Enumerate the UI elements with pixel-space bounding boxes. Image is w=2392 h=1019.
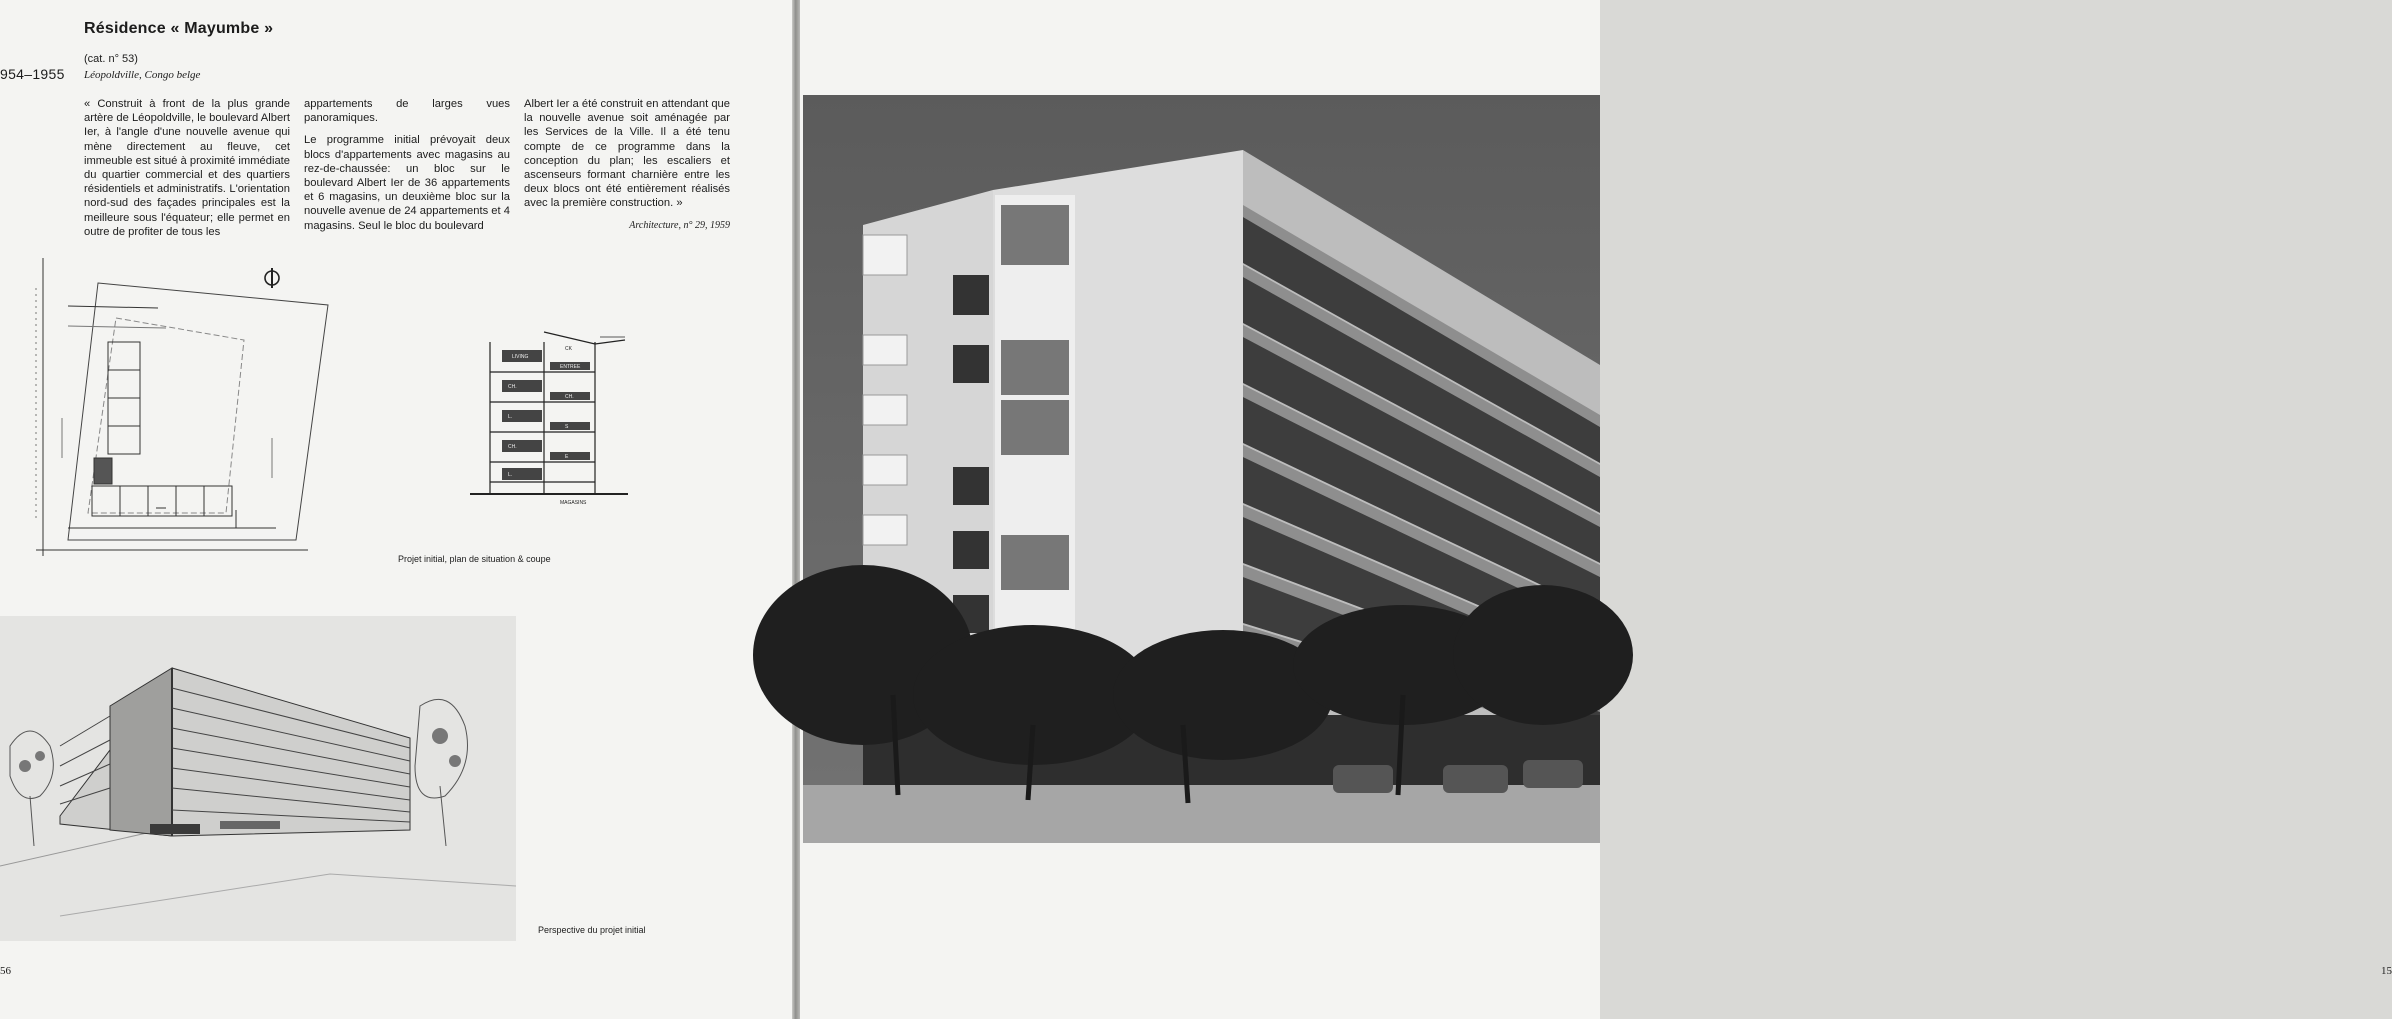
source-citation: Architecture, n° 29, 1959 [629, 219, 730, 231]
north-arrow-icon [265, 268, 279, 288]
text-column-2 [304, 97, 510, 241]
catalogue-number: (cat. n° 53) [84, 53, 138, 65]
right-page [800, 0, 2392, 1019]
section-label: CH. [508, 444, 517, 450]
page-number-right: 15 [2381, 965, 2392, 977]
book-gutter [792, 0, 800, 1019]
section-label: E [565, 454, 569, 460]
page-number-left: 56 [0, 965, 11, 977]
section-label: LIVING [512, 354, 529, 360]
caption-plan-section: Projet initial, plan de situation & coupe [398, 554, 551, 564]
paragraph: appartements de larges vues panoramiques. [304, 98, 510, 125]
section-label: CK [565, 346, 572, 352]
site-plan-drawing [26, 258, 346, 570]
project-location: Léopoldville, Congo belge [84, 69, 201, 81]
page-title: Résidence « Mayumbe » [84, 20, 274, 37]
section-label: MAGASINS [560, 500, 587, 506]
section-label: S [565, 424, 569, 430]
text-column-3 [524, 97, 730, 233]
caption-perspective: Perspective du projet initial [538, 925, 646, 935]
text-column-1 [84, 97, 290, 247]
perspective-drawing [0, 616, 516, 941]
paragraph: Le programme initial prévoyait deux blocs d'appartements avec magasins au rez-de-chaussée: un bloc sur le boulevard Albert Ier de 36 appartements et 6 magasins, un deuxième bloc sur la nouvelle avenue de 24 appartements et 4 magasins. Seul le bloc du boulevard [304, 134, 510, 232]
paragraph: « Construit à front de la plus grande artère de Léopoldville, le boulevard Albert Ier, à l'angle d'une nouvelle avenue qui mène directement au fleuve, cet immeuble est situé à proximité immédiate du quartier commercial et des quartiers résidentiels et administratifs. L'orientation nord-sud des façades principales est la meilleure sous l'équateur; elle permet en outre de profiter de tous les [84, 98, 290, 238]
section-label: L. [508, 472, 513, 478]
section-label: CH. [565, 394, 574, 400]
paragraph: Albert Ier a été construit en attendant que la nouvelle avenue soit aménagée par les Services de la Ville. Il a été tenu compte de ce programme dans la conception du plan; les escaliers et ascenseurs formant charnière entre les deux blocs ont été entièrement réalisés avec la première construction. » [524, 98, 730, 210]
building-photograph [803, 95, 1600, 843]
section-label: L. [508, 414, 513, 420]
section-drawing [470, 332, 640, 510]
left-page [0, 0, 792, 1019]
project-years: 954–1955 [0, 66, 65, 82]
section-label: CH. [508, 384, 517, 390]
section-label: ENTREE [560, 364, 581, 370]
